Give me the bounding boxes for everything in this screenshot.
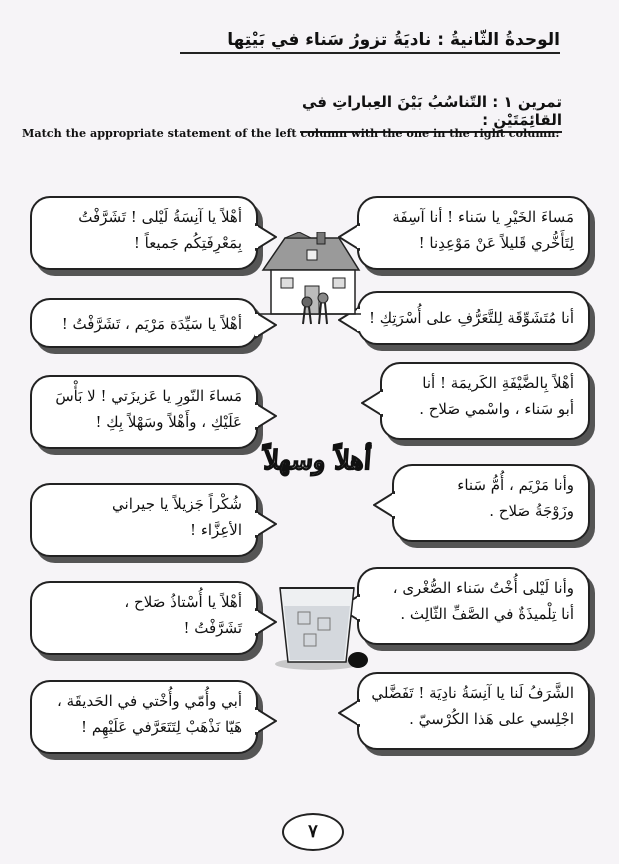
left-bubble-6 bbox=[30, 680, 258, 754]
bubble-tail bbox=[361, 388, 383, 418]
bubble-line: أبو سَناء ، واسْمي صَلاح . bbox=[419, 400, 574, 418]
bubble-line: أنا تِلْميذَةٌ في الصَّفِّ الثّالِث . bbox=[400, 605, 574, 623]
right-bubble-2 bbox=[357, 291, 590, 345]
bubble-tail bbox=[338, 698, 360, 728]
bubble-line: أهْلاً يا آنِسَةُ لَيْلى ! تَشَرَّفْتُ bbox=[78, 208, 242, 226]
bubble-line: مَساءَ الخَيْرِ يا سَناء ! أنا آسِفَة bbox=[392, 208, 574, 226]
left-bubble-1 bbox=[30, 196, 258, 270]
bubble-tail bbox=[255, 509, 277, 539]
bubble-line: بِمَعْرِفَتِكُم جَميعاً ! bbox=[133, 234, 242, 252]
bubble-line: هَيّا نَذْهَبْ لِتَتَعَرَّفي عَلَيْهِم ! bbox=[81, 718, 242, 736]
right-bubble-6 bbox=[357, 672, 590, 750]
bubble-line: اجْلِسي على هَذا الكُرْسيّ . bbox=[409, 710, 574, 728]
right-bubble-1 bbox=[357, 196, 590, 270]
left-bubble-2 bbox=[30, 298, 258, 348]
house-illustration-icon bbox=[255, 232, 365, 327]
unit-title: الوحدةُ الثّانيةُ : ناديَةُ تزورُ سَناء في بَيْتِها bbox=[180, 30, 560, 54]
water-glass-illustration-icon bbox=[272, 584, 372, 672]
bubble-line: تَشَرَّفْتُ ! bbox=[183, 619, 242, 637]
exercise-title: تمرين ١ : التّناسُبُ بَيْنَ العِباراتِ في القائِمَتَيْنِ : bbox=[300, 93, 562, 133]
bubble-line: وزَوْجَةُ صَلاح . bbox=[489, 502, 574, 520]
bubble-line: الأعِزَّاء ! bbox=[190, 521, 242, 539]
bubble-line: أهْلاً بِالضَّيْفَةِ الكَريمَة ! أنا bbox=[422, 374, 574, 392]
left-bubble-3 bbox=[30, 375, 258, 449]
bubble-line: شُكْراً جَزيلاً يا جيراني bbox=[112, 495, 242, 513]
bubble-line: أهْلاً يا أُسْتاذُ صَلاح ، bbox=[124, 593, 242, 611]
bubble-tail bbox=[373, 490, 395, 520]
bubble-line: وأنا لَيْلى أُخْتُ سَناء الصُّغْرى ، bbox=[392, 579, 574, 597]
right-bubble-3 bbox=[380, 362, 590, 440]
bubble-line: أبي وأُمّي وأُخْتي في الحَديقَة ، bbox=[57, 692, 242, 710]
right-bubble-5 bbox=[357, 567, 590, 645]
bubble-tail bbox=[255, 706, 277, 736]
right-bubble-4 bbox=[392, 464, 590, 542]
page-number: ٧ bbox=[282, 813, 344, 851]
bubble-line: أنا مُتَشَوِّقَة لِلتَّعَرُّفِ على أُسْرَتِكِ ! bbox=[368, 309, 574, 327]
bubble-line: الشَّرَفُ لَنا يا آنِسَةُ نادِيَة ! تَفَضَّلي bbox=[371, 684, 574, 702]
bubble-line: لِتَأَخُّري قَليلاً عَنْ مَوْعِدِنا ! bbox=[418, 234, 574, 252]
left-bubble-4 bbox=[30, 483, 258, 557]
welcome-calligraphy: أهلاً وسهلاً bbox=[262, 446, 373, 476]
bubble-line: عَلَيْكِ ، وأَهْلاً وسَهْلاً بِكِ ! bbox=[95, 413, 242, 431]
bubble-line: وأنا مَرْيَم ، أُمُّ سَناء bbox=[457, 476, 574, 494]
bubble-tail bbox=[255, 401, 277, 431]
bubble-line: مَساءَ النّورِ يا عَزيزَتي ! لا بَأْسَ bbox=[55, 387, 242, 405]
left-bubble-5 bbox=[30, 581, 258, 655]
bubble-line: أهْلاً يا سَيِّدَة مَرْيَم ، تَشَرَّفْتُ ! bbox=[61, 315, 242, 333]
instructions-text: Match the appropriate statement of the left column with the one in the right column: bbox=[22, 126, 560, 140]
